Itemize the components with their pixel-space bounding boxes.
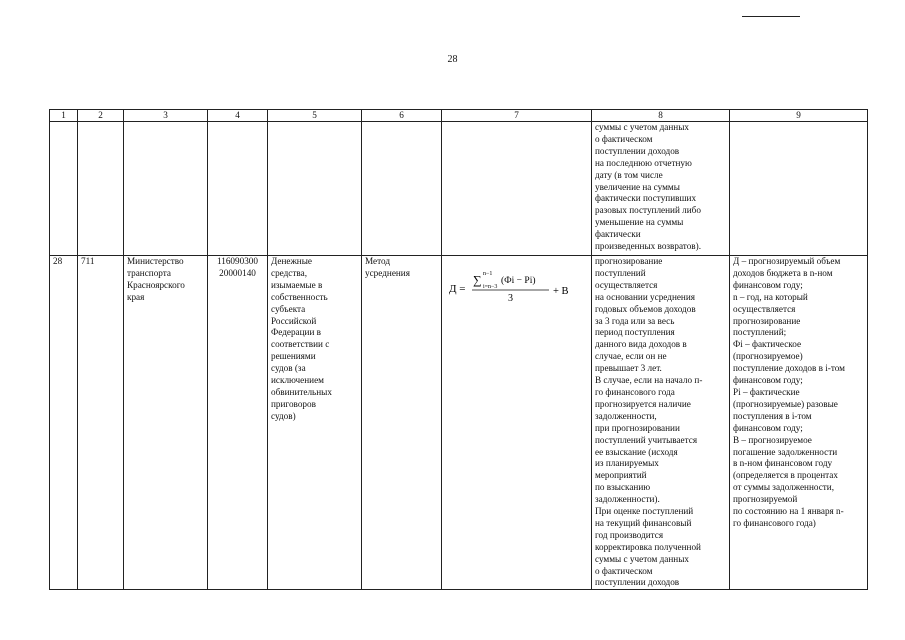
- text-line: Метод: [365, 256, 391, 266]
- text-line: ее взыскание (исходя: [595, 446, 678, 457]
- text-line: исключением: [271, 375, 324, 386]
- text-line: о фактическом: [595, 133, 653, 144]
- text-line: осуществляется: [595, 279, 658, 290]
- text-line: мероприятий: [595, 470, 647, 481]
- formula-lhs: Д =: [448, 283, 465, 295]
- text-line: края: [127, 291, 145, 302]
- col-header-5: 5: [268, 110, 362, 122]
- text-line: период поступления: [595, 327, 675, 338]
- text-line: n – год, на который: [733, 291, 808, 302]
- text-line: осуществляется: [733, 303, 796, 314]
- text-line: из планируемых: [595, 458, 659, 469]
- text-line: приговоров: [271, 398, 316, 409]
- text-line: 116090300: [216, 256, 258, 266]
- text-line: обвинительных: [271, 386, 332, 397]
- text-line: суммы с учетом данных: [595, 122, 689, 132]
- text-line: по взысканию: [595, 482, 651, 493]
- text-line: го финансового года: [595, 386, 675, 397]
- col-header-8: 8: [592, 110, 730, 122]
- col-header-1: 1: [50, 110, 78, 122]
- text-line: Федерации в: [271, 327, 322, 338]
- text-line: прогнозирование: [595, 256, 663, 266]
- text-line: произведенных возвратов).: [595, 241, 701, 252]
- text-line: Pi – фактические: [733, 386, 800, 397]
- text-line: год производится: [595, 529, 664, 540]
- text-line: на текущий финансовый: [595, 517, 692, 528]
- col-header-9: 9: [730, 110, 868, 122]
- col-header-7: 7: [442, 110, 592, 122]
- text-line: задолженности).: [595, 494, 660, 505]
- text-line: го финансового года): [733, 517, 816, 528]
- text-line: на основании усреднения: [595, 291, 695, 302]
- text-line: финансовом году;: [733, 375, 803, 386]
- forecast-method: [362, 256, 442, 590]
- col-header-3: 3: [124, 110, 208, 122]
- text-line: фактически: [595, 229, 641, 240]
- text-line: поступление доходов в i-том: [733, 363, 845, 374]
- text-line: (определяется в процентах: [733, 470, 838, 481]
- text-line: годовых объемов доходов: [595, 303, 696, 314]
- text-line: прогнозируется наличие: [595, 398, 691, 409]
- text-line: поступлений: [595, 267, 646, 278]
- text-line: уменьшение на суммы: [595, 217, 684, 228]
- text-line: усреднения: [365, 267, 410, 278]
- text-line: данного вида доходов в: [595, 339, 687, 350]
- formula-cell: [442, 256, 592, 590]
- text-line: средства,: [271, 267, 307, 278]
- text-line: на последнюю отчетную: [595, 157, 692, 168]
- admin-code: 711: [78, 256, 124, 590]
- text-line: фактически поступивших: [595, 193, 697, 204]
- text-line: поступлении доходов: [595, 577, 680, 588]
- text-line: поступлении доходов: [595, 145, 680, 156]
- text-line: решениями: [271, 351, 316, 362]
- text-line: поступлений учитывается: [595, 434, 698, 445]
- text-line: доходов бюджета в n-ном: [733, 267, 833, 278]
- col-header-4: 4: [208, 110, 268, 122]
- text-line: В – прогнозируемое: [733, 434, 812, 445]
- row-number: 28: [50, 256, 78, 590]
- header-rule: [742, 16, 800, 17]
- text-line: изымаемые в: [271, 279, 323, 290]
- text-line: прогнозирование: [733, 315, 801, 326]
- text-line: собственность: [271, 291, 328, 302]
- col-header-6: 6: [362, 110, 442, 122]
- text-line: соответствии с: [271, 339, 330, 350]
- text-line: субъекта: [271, 303, 306, 314]
- text-line: корректировка полученной: [595, 541, 701, 552]
- text-line: При оценке поступлений: [595, 506, 694, 517]
- forecast-description: [592, 256, 730, 590]
- text-line: Российской: [271, 315, 317, 326]
- text-line: суммы с учетом данных: [595, 553, 689, 564]
- formula-legend: [730, 256, 868, 590]
- text-line: поступлений;: [733, 327, 787, 338]
- kbk-code: [208, 256, 268, 590]
- text-line: поступления в i-том: [733, 410, 812, 421]
- forecast-formula: [449, 266, 585, 308]
- formula-tail: + В: [552, 286, 569, 297]
- text-line: Красноярского: [127, 279, 185, 290]
- text-line: о фактическом: [595, 565, 653, 576]
- text-line: погашение задолженности: [733, 446, 838, 457]
- page-number: 28: [447, 54, 458, 65]
- text-line: Д – прогнозируемый объем: [733, 256, 841, 266]
- table-row-continuation: [50, 122, 868, 256]
- text-line: финансовом году;: [733, 279, 803, 290]
- text-line: (прогнозируемое): [733, 351, 803, 362]
- table-row-28: [50, 256, 868, 590]
- text-line: В случае, если на начало п-: [595, 375, 703, 386]
- text-line: Денежные: [271, 256, 312, 266]
- text-line: Министерство: [127, 256, 184, 266]
- sum-sign: ∑: [472, 273, 482, 287]
- text-line: увеличение на суммы: [595, 181, 680, 192]
- revenue-forecast-table: [49, 109, 868, 590]
- text-line: при прогнозировании: [595, 422, 680, 433]
- numerator-term: (Фi − Pi): [500, 276, 536, 286]
- text-line: превышает 3 лет.: [595, 363, 662, 374]
- text-line: судов (за: [271, 363, 306, 374]
- text-line: в n-ном финансовом году: [733, 458, 833, 469]
- text-line: за 3 года или за весь: [595, 315, 675, 326]
- text-line: разовых поступлений либо: [595, 205, 701, 216]
- text-line: задолженности,: [595, 410, 657, 421]
- text-line: по состоянию на 1 января n-: [733, 506, 844, 517]
- text-line: случае, если он не: [595, 351, 667, 362]
- table-header-row: [50, 110, 868, 122]
- text-line: Фi – фактическое: [733, 339, 802, 350]
- sum-lower-limit: i=n−3: [482, 284, 497, 290]
- text-line: транспорта: [127, 267, 171, 278]
- text-line: прогнозируемой: [733, 494, 798, 505]
- cont-description: [592, 122, 730, 256]
- text-line: финансовом году;: [733, 422, 803, 433]
- administrator-name: [124, 256, 208, 590]
- text-line: (прогнозируемые) разовые: [733, 398, 838, 409]
- text-line: судов): [271, 410, 296, 421]
- text-line: 20000140: [219, 267, 256, 278]
- sum-upper-limit: n−1: [482, 271, 492, 277]
- denominator: 3: [507, 293, 513, 304]
- text-line: дату (в том числе: [595, 169, 663, 180]
- revenue-name: [268, 256, 362, 590]
- text-line: от суммы задолженности,: [733, 482, 835, 493]
- col-header-2: 2: [78, 110, 124, 122]
